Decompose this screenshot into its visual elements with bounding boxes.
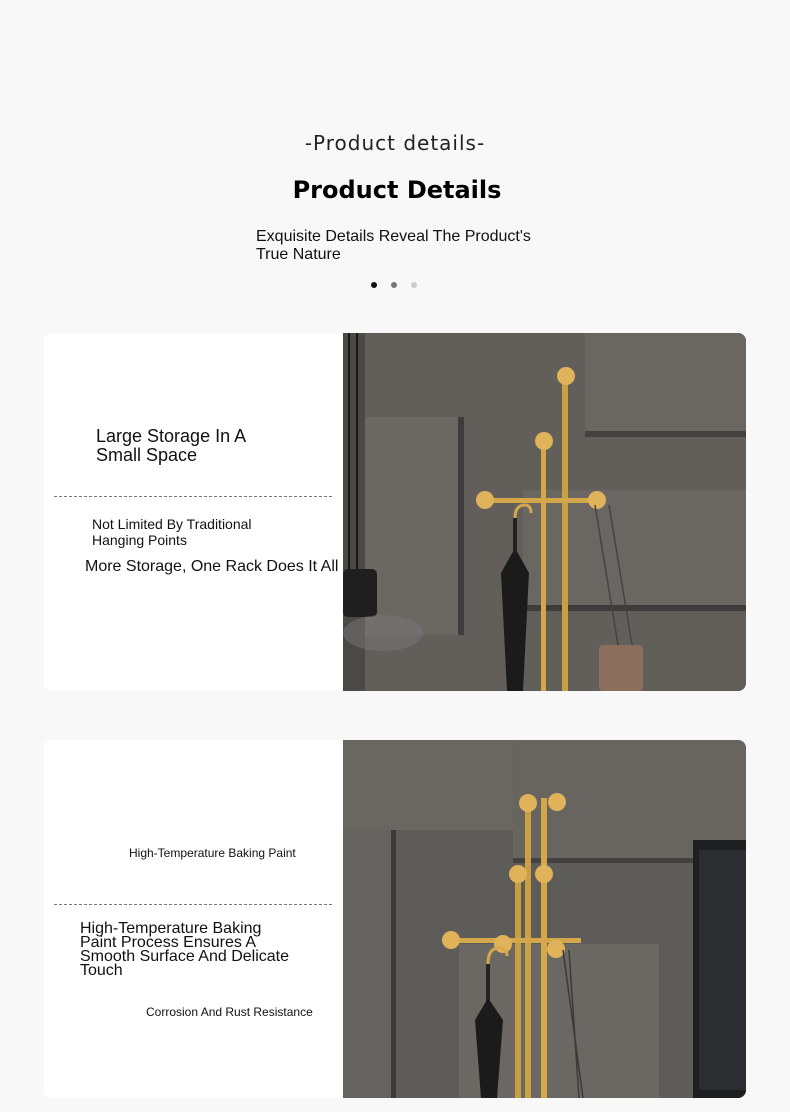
feature-detail: High-Temperature Baking Paint Process Ensures A Smooth Surface And Delicate Touch (80, 920, 290, 979)
feature-card-paint (44, 740, 746, 1098)
section-title: Product Details (292, 176, 502, 204)
dashed-divider (54, 904, 332, 905)
carousel-dot-1[interactable] (371, 282, 377, 288)
feature-detail: Not Limited By Traditional Hanging Points (92, 516, 252, 548)
product-photo-coat-rack (343, 333, 746, 691)
feature-caption: More Storage, One Rack Does It All (85, 558, 339, 575)
feature-heading: Large Storage In A Small Space (96, 426, 246, 465)
carousel-dot-3[interactable] (411, 282, 417, 288)
section-subtitle: -Product details- (304, 131, 486, 155)
section-tagline: Exquisite Details Reveal The Product's True Nature (256, 228, 531, 263)
feature-heading: High-Temperature Baking Paint (129, 846, 296, 860)
carousel-dots (371, 282, 417, 288)
carousel-dot-2[interactable] (391, 282, 397, 288)
product-photo-coat-rack-closeup (343, 740, 746, 1098)
feature-card-storage (44, 333, 746, 691)
dashed-divider (54, 496, 332, 497)
feature-caption: Corrosion And Rust Resistance (146, 1005, 313, 1019)
